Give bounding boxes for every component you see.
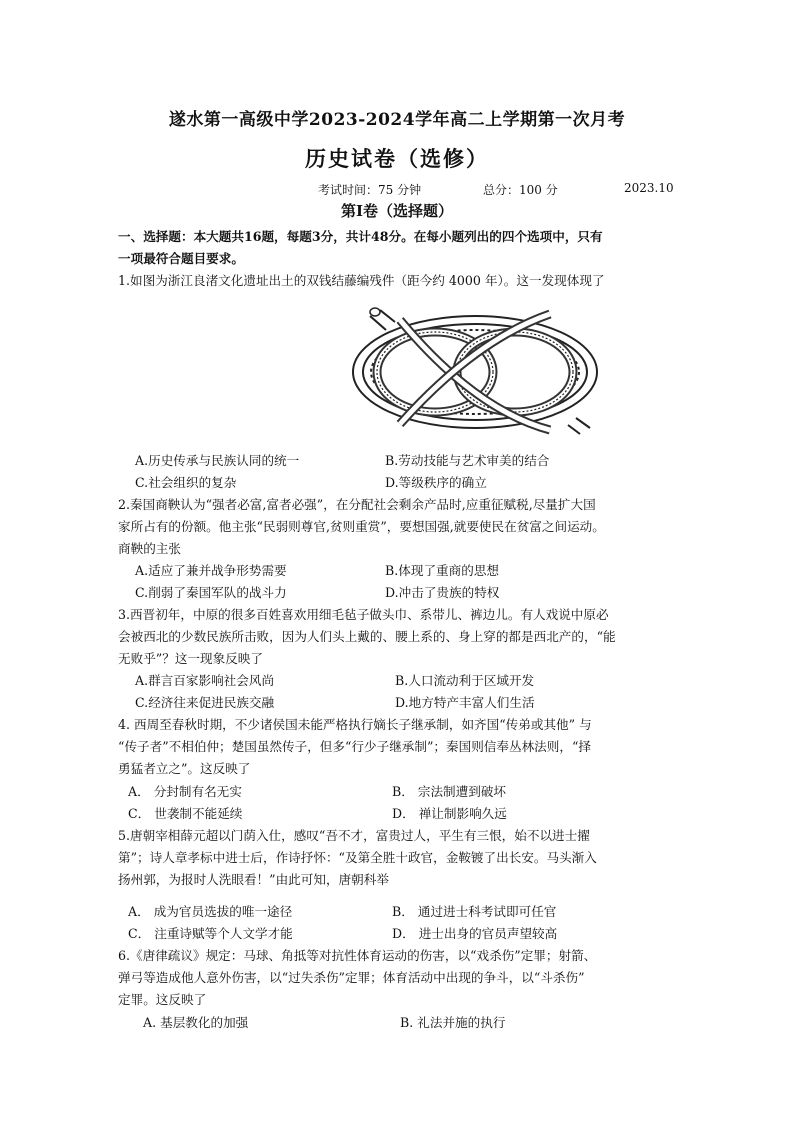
question-2-line1: 2.秦国商鞅认为“强者必富,富者必强”，在分配社会剩余产品时,应重征赋税,尽量扩大国 — [118, 497, 596, 512]
question-2-line2: 家所占有的份额。他主张“民弱则尊官,贫则重赏”，要想国强,就要使民在贫富之间运动。 — [118, 519, 605, 534]
question-4-line3: 勇猛者立之”。这反映了 — [118, 761, 251, 776]
exam-title: 遂水第一高级中学2023-2024学年高二上学期第一次月考 — [168, 110, 626, 130]
q3-option-b: B.人口流动利于区域开发 — [395, 673, 535, 688]
q5-option-a: A． 成为官员选拔的唯一途径 — [128, 904, 293, 919]
exam-time: 考试时间：75 分钟 — [318, 183, 422, 197]
question-4-line1: 4. 西周至春秋时期，不少诸侯国未能严格执行嫡长子继承制，如齐国“传弟或其他” 与 — [118, 717, 592, 732]
question-4-line2: “传子者”不相伯仲；楚国虽然传子，但多“行少子继承制”；秦国则信奉丛林法则，“择 — [118, 739, 591, 754]
question-3-line2: 会被西北的少数民族所击败，因为人们头上戴的、腰上系的、身上穿的都是西北产的，“能 — [118, 629, 616, 644]
exam-date: 2023.10 — [624, 181, 674, 195]
q3-option-a: A.群言百家影响社会风尚 — [135, 673, 275, 688]
question-3-line3: 无败乎”？这一现象反映了 — [118, 651, 263, 666]
section-instructions-line1: 一、选择题：本大题共16题，每题3分，共计48分。在每小题列出的四个选项中，只有 — [118, 229, 603, 244]
q3-option-c: C.经济往来促进民族交融 — [135, 695, 275, 710]
question-5-line3: 扬州郭，为报时人洗眼看！”由此可知，唐朝科举 — [118, 872, 389, 887]
total-score: 总分：100 分 — [483, 183, 558, 197]
double-coin-knot-rattan-figure — [340, 300, 610, 440]
question-2-line3: 商鞅的主张 — [118, 541, 181, 556]
q5-option-c: C． 注重诗赋等个人文学才能 — [128, 926, 293, 941]
volume-heading: 第Ⅰ卷（选择题） — [340, 202, 454, 220]
q3-option-d: D.地方特产丰富人们生活 — [395, 695, 535, 710]
question-6-line2: 弹弓等造成他人意外伤害，以“过失杀伤”定罪；体育活动中出现的争斗，以“斗杀伤” — [118, 970, 585, 985]
q4-option-d: D． 禅让制影响久远 — [392, 806, 507, 821]
q1-option-c: C.社会组织的复杂 — [135, 475, 237, 490]
q6-option-a: A. 基层教化的加强 — [143, 1015, 249, 1030]
q6-option-b: B. 礼法并施的执行 — [400, 1015, 506, 1030]
q5-option-d: D． 进士出身的官员声望较高 — [392, 926, 558, 941]
q4-option-b: B． 宗法制遭到破坏 — [392, 784, 507, 799]
q4-option-a: A． 分封制有名无实 — [128, 784, 242, 799]
section-instructions-line2: 一项最符合题目要求。 — [118, 251, 244, 266]
q1-option-a: A.历史传承与民族认同的统一 — [135, 453, 300, 468]
q2-option-a: A.适应了兼并战争形势需要 — [135, 563, 287, 578]
q2-option-b: B.体现了重商的思想 — [385, 563, 500, 578]
question-6-line1: 6.《唐律疏议》规定：马球、角抵等对抗性体育运动的伤害，以“戏杀伤”定罪；射箭、 — [118, 948, 597, 963]
exam-subtitle: 历史试卷（选修） — [305, 146, 489, 171]
question-5-line1: 5.唐朝宰相薛元超以门荫入仕，感叹“吾不才，富贵过人，平生有三恨，始不以进士擢 — [118, 828, 590, 843]
question-3-line1: 3.西晋初年，中原的很多百姓喜欢用细毛毡子做头巾、系带儿、裤边儿。有人戏说中原必 — [118, 607, 609, 622]
q2-option-d: D.冲击了贵族的特权 — [385, 585, 500, 600]
question-5-line2: 第”；诗人章孝标中进士后，作诗抒怀：“及第全胜十政官，金鞍镀了出长安。马头渐入 — [118, 850, 597, 865]
q2-option-c: C.削弱了秦国军队的战斗力 — [135, 585, 287, 600]
q1-option-b: B.劳动技能与艺术审美的结合 — [385, 453, 550, 468]
q5-option-b: B． 通过进士科考试即可任官 — [392, 904, 557, 919]
q4-option-c: C． 世袭制不能延续 — [128, 806, 243, 821]
q1-option-d: D.等级秩序的确立 — [385, 475, 487, 490]
question-6-line3: 定罪。这反映了 — [118, 992, 207, 1007]
question-1-stem: 1.如图为浙江良渚文化遗址出土的双钱结藤编残件（距今约 4000 年）。这一发现体现了 — [118, 273, 605, 288]
